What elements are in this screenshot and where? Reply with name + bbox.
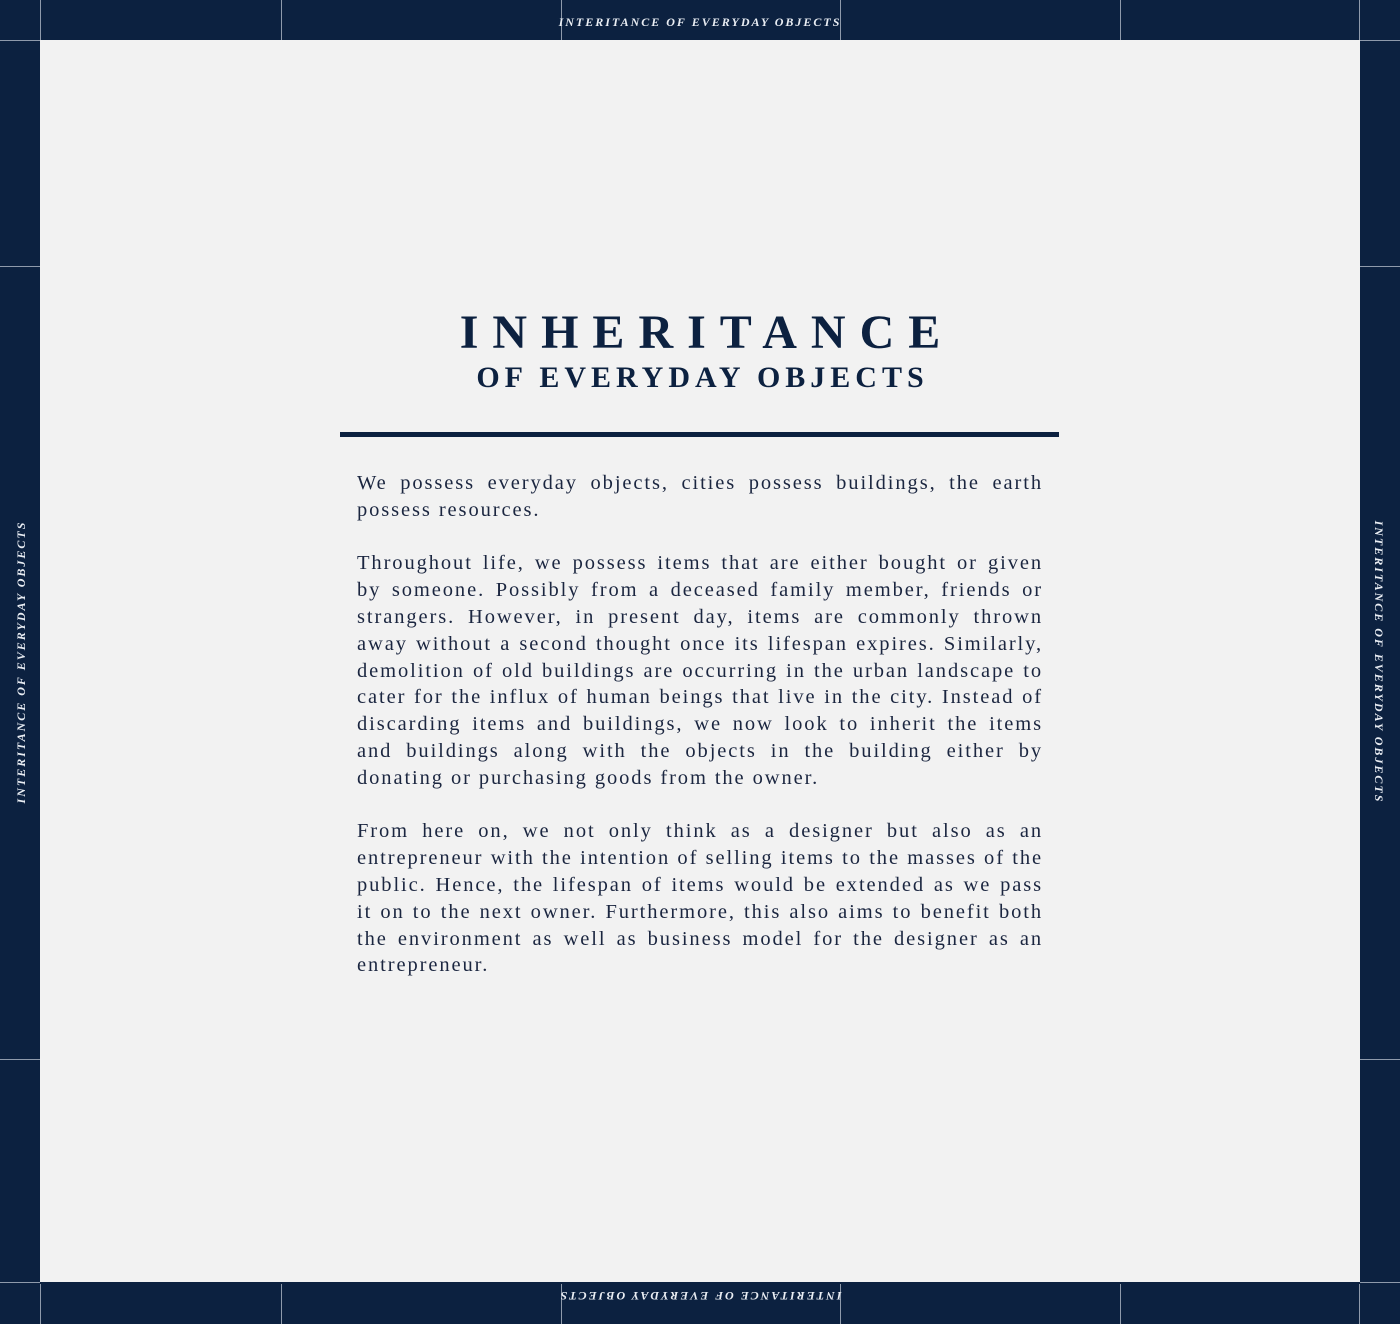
guide-line: [0, 40, 40, 41]
title-divider: [340, 432, 1059, 437]
guide-line: [0, 1282, 40, 1283]
guide-line: [1120, 1284, 1121, 1324]
guide-line: [1360, 40, 1400, 41]
guide-line: [1360, 1059, 1400, 1060]
guide-line: [0, 266, 40, 267]
guide-line: [1360, 266, 1400, 267]
border-label-left: INTERITANCE OF EVERYDAY OBJECTS: [14, 520, 28, 804]
guide-line: [1359, 1284, 1360, 1324]
page-subtitle: OF EVERYDAY OBJECTS: [476, 361, 929, 394]
paragraph: We possess everyday objects, cities possess buildings, the earth possess resources.: [357, 472, 1043, 521]
guide-line: [281, 1284, 282, 1324]
guide-line: [1360, 1282, 1400, 1283]
guide-line: [40, 1284, 41, 1324]
border-label-bottom: INTERITANCE OF EVERYDAY OBJECTS: [558, 1289, 842, 1303]
body-text: [357, 470, 1043, 1006]
page-title: INHERITANCE: [459, 306, 955, 359]
border-label-right: INTERITANCE OF EVERYDAY OBJECTS: [1372, 520, 1386, 804]
guide-line: [40, 0, 41, 40]
guide-line: [0, 1059, 40, 1060]
paragraph: Throughout life, we possess items that are either bought or given by someone. Possibly from a deceased family member, friends or strangers. However, in present day, items are commonly thrown away without a second thought once its lifespan expires. Similarly, demolition of old buildings are occurring in the urban landscape to cater for the influx of human beings that live in the city. Instead of discarding items and buildings, we now look to inherit the items and buildings along with the objects in the building either by donating or purchasing goods from the owner.: [357, 552, 1043, 789]
title-block: [340, 305, 1060, 395]
guide-line: [281, 0, 282, 40]
guide-line: [1120, 0, 1121, 40]
paragraph: From here on, we not only think as a designer but also as an entrepreneur with the intention of selling items to the masses of the public. Hence, the lifespan of items would be extended as we pass it on to the next owner. Furthermore, this also aims to benefit both the environment as well as business model for the designer as an entrepreneur.: [357, 820, 1043, 977]
guide-line: [1359, 0, 1360, 40]
border-label-top: INTERITANCE OF EVERYDAY OBJECTS: [558, 15, 842, 29]
